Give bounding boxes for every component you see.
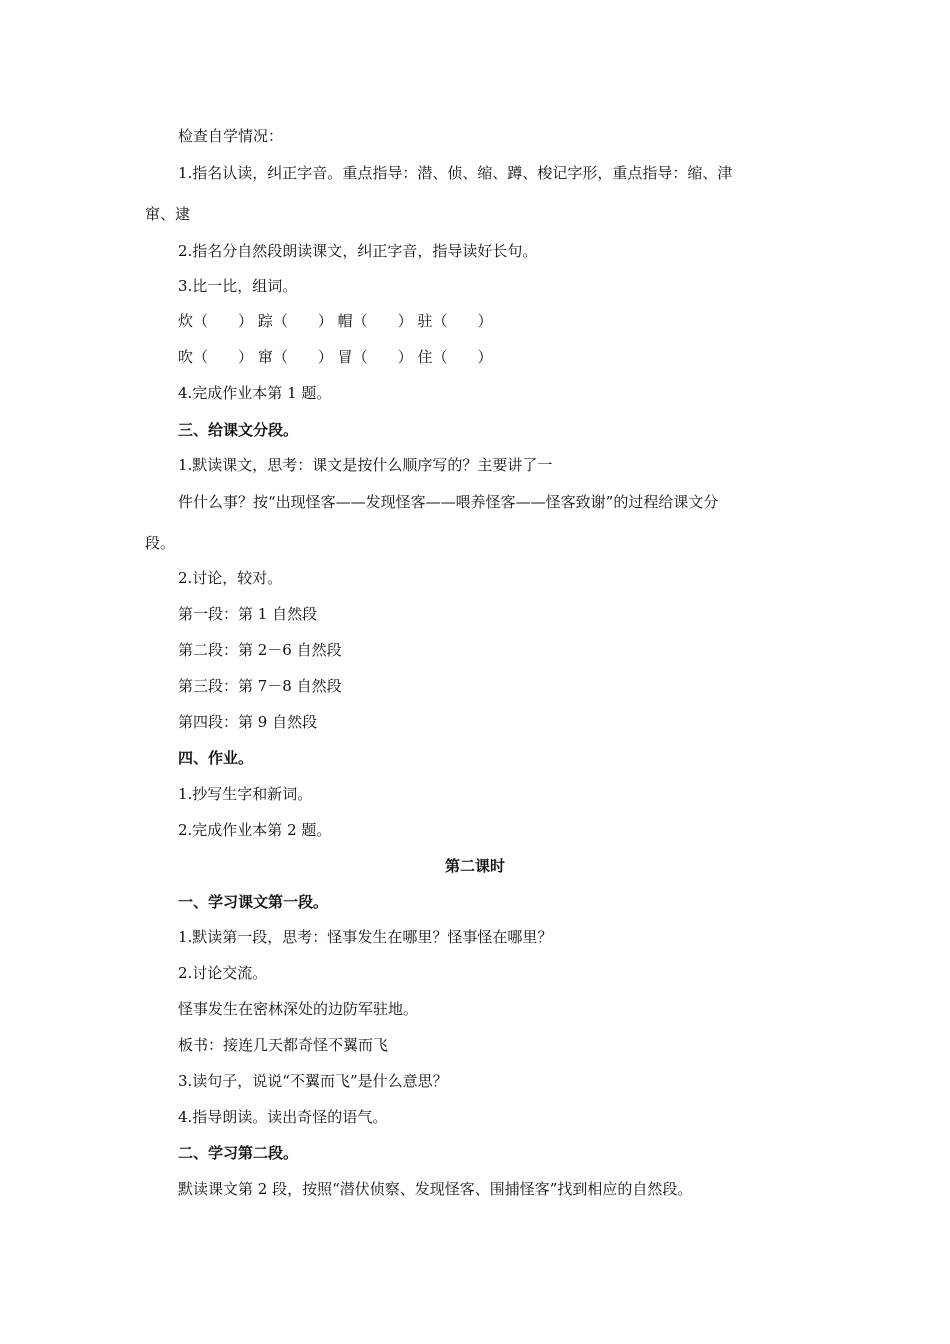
- text-line: 4.指导朗读。读出奇怪的语气。: [178, 1108, 388, 1126]
- text-line: 检查自学情况：: [178, 127, 284, 145]
- text-line: 板书：接连几天都奇怪不翼而飞: [178, 1036, 389, 1054]
- text-line: 第四段：第 9 自然段: [178, 713, 318, 731]
- text-line: 1.默读课文，思考：课文是按什么顺序写的？主要讲了一: [178, 456, 553, 474]
- text-line: 2.讨论，较对。: [178, 569, 283, 587]
- text-line: 窜、逮: [145, 205, 191, 223]
- text-line: 第三段：第 7－8 自然段: [178, 677, 342, 695]
- compare-char: 住: [417, 348, 433, 366]
- text-line: 第二段：第 2－6 自然段: [178, 641, 342, 659]
- blank: （ ）: [432, 348, 493, 366]
- blank: （ ）: [272, 348, 333, 366]
- text-line: 2.完成作业本第 2 题。: [178, 821, 332, 839]
- text-line: 1.指名认读，纠正字音。重点指导：潜、侦、缩、蹲、梭记字形，重点指导：缩、津: [178, 164, 733, 182]
- compare-char: 炊: [178, 312, 194, 330]
- blank: （ ）: [352, 348, 413, 366]
- text-line: 3.比一比，组词。: [178, 277, 298, 295]
- lesson-title: 第二课时: [444, 857, 505, 875]
- text-line: 3.读句子，说说“不翼而飞”是什么意思？: [178, 1072, 448, 1090]
- blank: （ ）: [193, 312, 254, 330]
- blank: （ ）: [193, 348, 254, 366]
- text-line: 2.讨论交流。: [178, 964, 268, 982]
- compare-char: 帽: [337, 312, 353, 330]
- compare-char: 吹: [178, 348, 194, 366]
- text-line: 第一段：第 1 自然段: [178, 605, 318, 623]
- section-heading: 三、给课文分段。: [178, 421, 299, 439]
- blank: （ ）: [272, 312, 333, 330]
- text-line: 件什么事？按“出现怪客——发现怪客——喂养怪客——怪客致谢”的过程给课文分: [178, 493, 719, 511]
- text-line: 1.默读第一段，思考：怪事发生在哪里？怪事怪在哪里？: [178, 928, 553, 946]
- section-heading: 四、作业。: [178, 749, 254, 767]
- blank: （ ）: [352, 312, 413, 330]
- compare-char: 驻: [417, 312, 433, 330]
- section-heading: 一、学习课文第一段。: [178, 893, 329, 911]
- compare-char: 冒: [337, 348, 353, 366]
- text-line: 2.指名分自然段朗读课文，纠正字音，指导读好长句。: [178, 242, 538, 260]
- compare-char: 窜: [257, 348, 273, 366]
- text-line: 1.抄写生字和新词。: [178, 785, 313, 803]
- compare-row: [178, 311, 810, 331]
- compare-char: 踪: [257, 312, 273, 330]
- section-heading: 二、学习第二段。: [178, 1144, 299, 1162]
- compare-row: [178, 347, 810, 367]
- text-line: 4.完成作业本第 1 题。: [178, 384, 332, 402]
- blank: （ ）: [432, 312, 493, 330]
- text-line: 怪事发生在密林深处的边防军驻地。: [178, 1000, 419, 1018]
- text-line: 默读课文第 2 段，按照“潜伏侦察、发现怪客、围捕怪客”找到相应的自然段。: [178, 1180, 693, 1198]
- text-line: 段。: [145, 534, 176, 552]
